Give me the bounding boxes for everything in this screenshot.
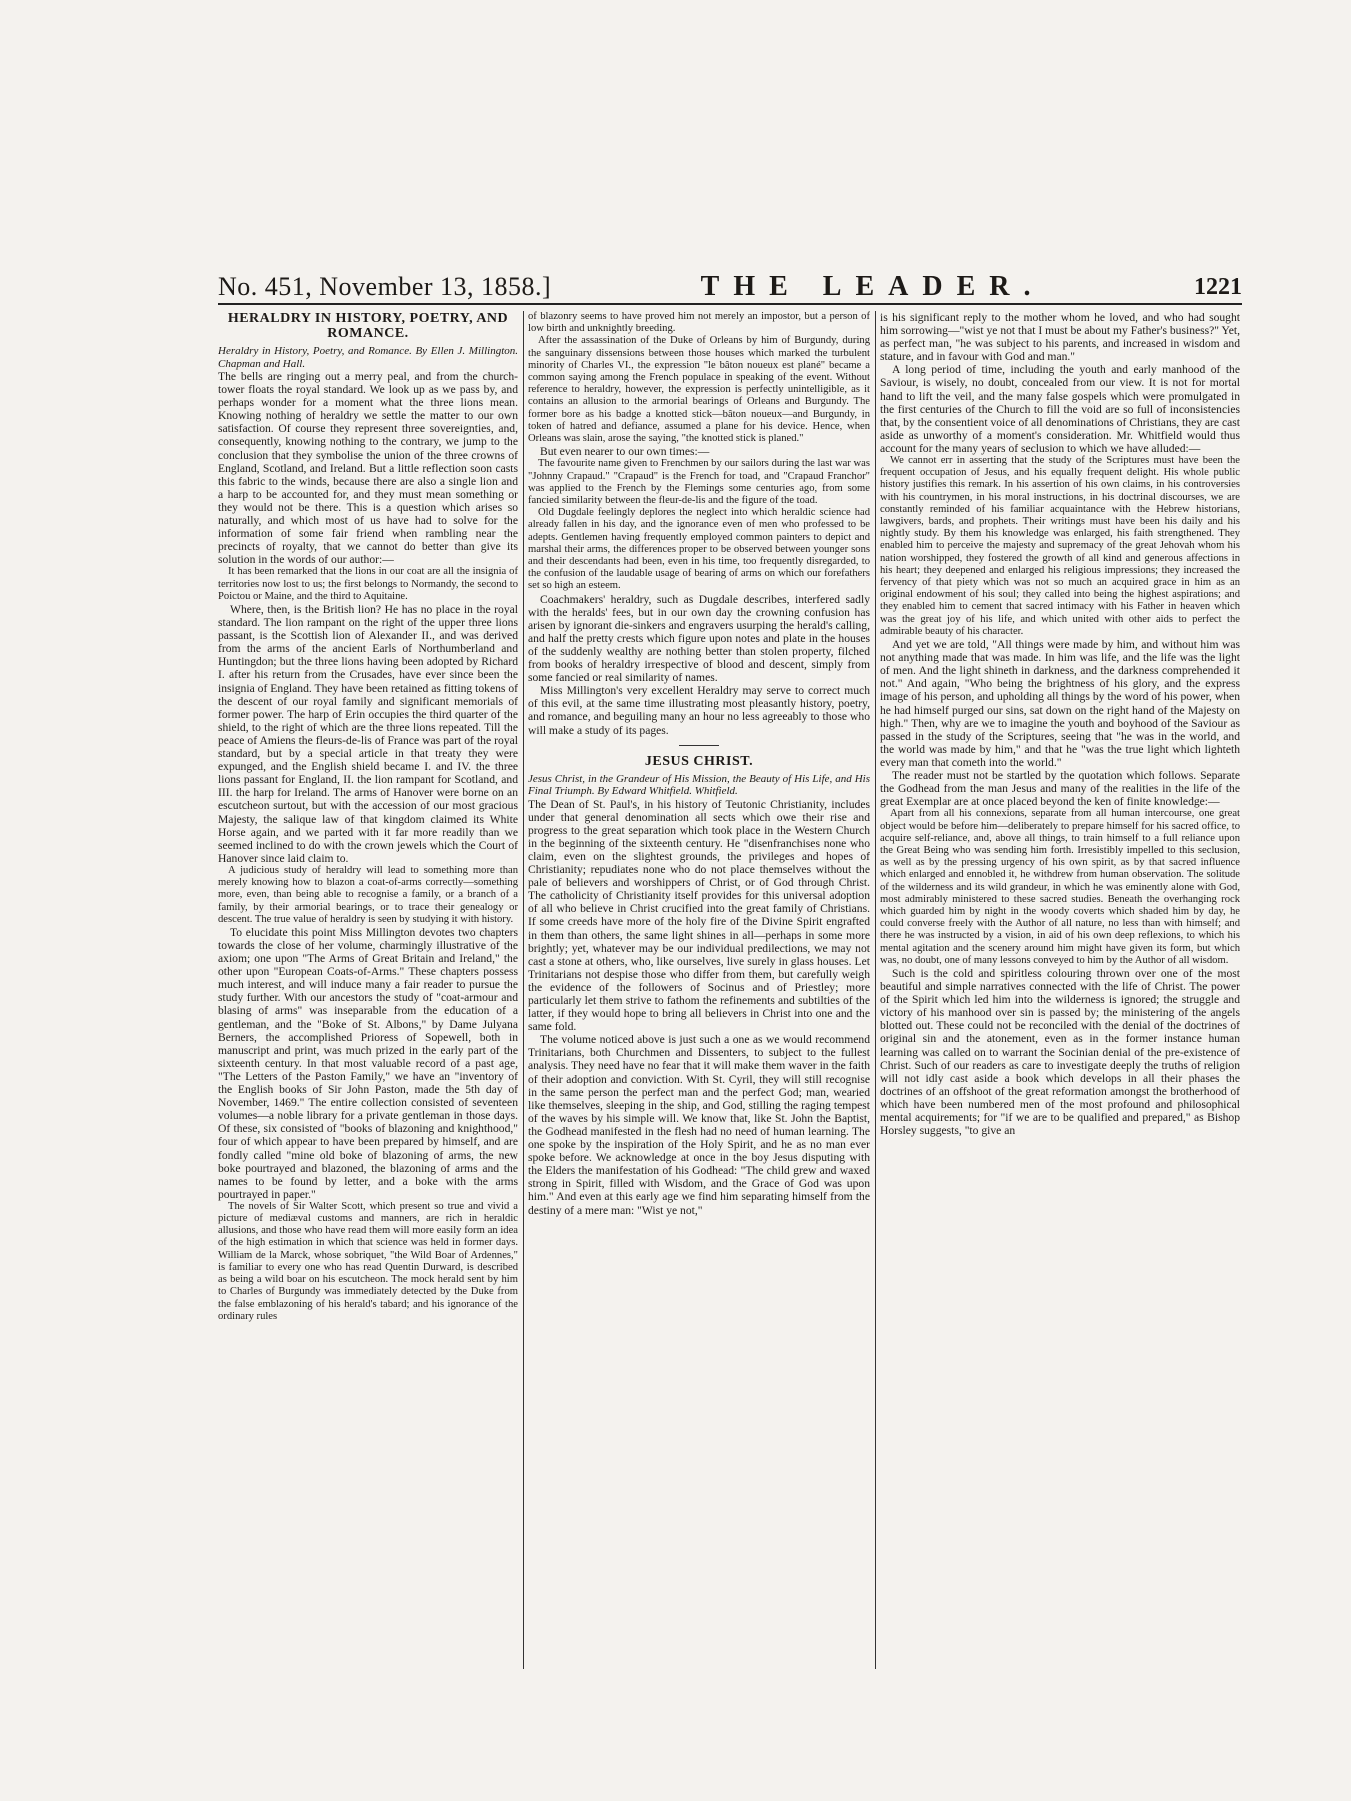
article-paragraph: Coachmakers' heraldry, such as Dugdale describes, interfered sadly with the heralds' fees, but in our own day the crowning confusion has arisen by ignorant die-sinkers and engravers usurping the herald's calling, and half the pretty crests which figure upon notes and plate in the houses of the suddenly wealthy are nothing better than stolen property, filched from books of heraldry irrespective of blood and descent, simply from some fancied or real similarity of names.: [528, 592, 870, 685]
article-paragraph: Such is the cold and spiritless colouring thrown over one of the most beautiful and simple narratives connected with the life of Christ. The power of the Spirit which led him into the wilderness is ignored; the struggle and victory of his manhood over sin is passed by; the ministering of the angels blotted out. These could not be reconciled with the denial of the doctrines of original sin and the atonement, even as in the former instance human learning was called on to warrant the Socinian denial of the pre-existence of Christ. Such of our readers as care to investigate deeply the truths of religion will not idly cast aside a book which develops in all their phases the doctrines of an offshoot of the great reformation amongst the brotherhood of which have been numbered men of the most profound and philosophical mental acquirements; for "if we are to be qualified and prepared," as Bishop Horsley suggests, "to give an: [880, 966, 1240, 1138]
article-paragraph: And yet we are told, "All things were made by him, and without him was not anything made that was made. In him was life, and the life was the light of men. And the light shineth in darkness, and the darkness comprehended it not." And again, "Who being the brightness of his glory, and the express image of his person, and upholding all things by the word of his power, when he had himself purged our sins, sat down on the right hand of the Majesty on high." Then, why are we to imagine the youth and boyhood of the Saviour as passed in the study of the Scriptures, seeing that "he was in the world, and the world was made by him," and that he "was the true light which lighteth every man that cometh into the world.": [880, 638, 1240, 769]
article-paragraph: To elucidate this point Miss Millington devotes two chapters towards the close of her volume, charmingly illustrative of the axiom; one upon "The Arms of Great Britain and Ireland," the other upon "European Coats-of-Arms." These chapters possess much interest, and will induce many a fair reader to pursue the study further. With our ancestors the study of "coat-armour and blasing of arms" was inseparable from the education of a gentleman, and the "Boke of St. Albons," by Dame Julyana Berners, the accomplished Prioress of Sopewell, both in manuscript and print, was much prized in the early part of the sixteenth century. In that most valuable record of a past age, "The Letters of the Paston Family," we have an "inventory of the English books of Sir John Paston, made the 5th day of November, 1469." The entire collection consisted of seventeen volumes—a noble library for a private gentleman in those days. Of these, six consisted of "books of blazoning and knighthood," four of which appear to have been prepared by himself, and are fondly called "mine old boke of blazoning of arms, the new boke pourtrayed and blazoned, the blazoning of arms and the names to be found by letter, and a boke with the arms pourtrayed in paper.": [218, 925, 518, 1201]
article-byline-heraldry: Heraldry in History, Poetry, and Romance. By Ellen J. Millington. Chapman and Hall.: [218, 345, 518, 370]
page-number: 1221: [1193, 273, 1242, 300]
article-paragraph: A long period of time, including the youth and early manhood of the Saviour, is wisely, no doubt, concealed from our view. It is not for mortal hand to lift the veil, and the many false gospels which were promulgated in the first centuries of the Church to fill the void are so full of inconsistencies that, by the consentient voice of all denominations of Christians, they are cast aside as unworthy of a moment's consideration. Mr. Whitfield would thus account for the many years of seclusion to which we have alluded:—: [880, 363, 1240, 455]
article-paragraph: But even nearer to our own times:—: [540, 445, 710, 459]
article-title-jesus-christ: JESUS CHRIST.: [644, 753, 754, 769]
page-header: [218, 271, 1242, 305]
column-1: [218, 311, 518, 1671]
article-paragraph: Where, then, is the British lion? He has no place in the royal standard. The lion rampant on the right of the upper three lions passant, is the Scottish lion of Alexander II., and was derived from the arms of the ancient Earls of Northumberland and Huntingdon; but the three lions having been adopted by Richard I. after his return from the Crusades, have ever since been the insignia of England. They have been retained as fitting tokens of the descent of our royal family and significant memorials of former power. The harp of Erin occupies the third quarter of the shield, to the right of which are the three lions repeated. Till the peace of Amiens the fleurs-de-lis of France was part of the royal standard, but by a special article in that treaty they were expunged, and the English shield became I. and IV. the three lions passant for England, II. the lion rampant for Scotland, and III. the harp for Ireland. The arms of Hanover were borne on an escutcheon surtout, but with the accession of our most gracious Majesty, the salique law of that kingdom claimed its White Horse again, and we parted with it far more readily than we seemed inclined to do with the crown jewels which the Court of Hanover since laid claim to.: [218, 603, 518, 865]
article-quote: The novels of Sir Walter Scott, which present so true and vivid a picture of mediæval customs and manners, are rich in heraldic allusions, and those who have read them will more easily form an idea of the high estimation in which that science was held in former days. William de la Marck, whose sobriquet, "the Wild Boar of Ardennes," is familiar to every one who has read Quentin Durward, is described as being a wild boar on his escutcheon. The mock herald sent by him to Charles of Burgundy was immediately detected by the Duke from the false emblazoning of his herald's tabard; and his ignorance of the ordinary rules: [218, 1200, 518, 1322]
column-3: [880, 311, 1240, 1671]
article-paragraph: Miss Millington's very excellent Heraldry may serve to correct much of this evil, at the same time illustrating most pleasantly history, poetry, and romance, and beguiling many an hour no less agreeably to those who will make a study of its pages.: [528, 684, 870, 737]
article-paragraph: The volume noticed above is just such a one as we would recommend Trinitarians, both Churchmen and Dissenters, to subject to the fullest analysis. They need have no fear that it will make them waver in the faith of their adoption and conviction. With St. Cyril, they will still recognise in the same person the perfect man and the perfect God; man, wearied like themselves, sleeping in the ship, and God, stilling the raging tempest of the waves by his simple will. We know that, like St. John the Baptist, the Godhead manifested in the flesh had no need of human learning. The one spoke by the inspiration of the Holy Spirit, and he as no man ever spoke before. We acknowledge at once in the boy Jesus disputing with the Elders the manifestation of his Godhead: "The child grew and waxed strong in Spirit, filled with Wisdom, and the Grace of God was upon him." And even at this early age we find him separating himself from the destiny of a mere man: "Wist ye not,": [528, 1033, 870, 1217]
article-quote: A judicious study of heraldry will lead to something more than merely knowing how to blazon a coat-of-arms correctly—something more, even, than being able to recognise a family, or a branch of a family, by their armorial bearings, or to trace their genealogy or descent. The true value of heraldry is seen by studying it with history.: [218, 864, 518, 925]
column-2: [528, 311, 870, 1671]
article-quote: After the assassination of the Duke of Orleans by him of Burgundy, during the sanguinary dissensions between those houses which marked the turbulent minority of Charles VI., the expression "le bâton noueux est plané" became a common saying among the French populace in speaking of the event. Without reference to heraldry, however, the expression is perfectly unintelligible, as it contains an allusion to the armorial bearings of Orleans and Burgundy. The former bore as his badge a knotted stick—bâton noueux—and Burgundy, in token of hatred and defiance, assumed a plane for his device. Hence, when Orleans was slain, arose the saying, "the knotted stick is planed.": [528, 335, 870, 445]
article-byline-jesus-christ: Jesus Christ, in the Grandeur of His Mission, the Beauty of His Life, and His Final Triumph. By Edward Whitfield. Whitfield.: [528, 772, 870, 798]
article-title-heraldry: HERALDRY IN HISTORY, POETRY, AND ROMANCE.: [227, 311, 509, 341]
article-paragraph: The reader must not be startled by the quotation which follows. Separate the Godhead from the man Jesus and many of the realities in the life of the great Exemplar are at once placed beyond the ken of finite knowledge:—: [880, 769, 1240, 809]
article-quote: It has been remarked that the lions in our coat are all the insignia of territories now lost to us; the first belongs to Normandy, the second to Poictou or Maine, and the third to Aquitaine.: [218, 566, 518, 602]
issue-date: No. 451, November 13, 1858.]: [218, 272, 552, 301]
article-divider: [679, 745, 719, 746]
column-rule: [875, 311, 876, 1669]
article-quote: We cannot err in asserting that the study of the Scriptures must have been the frequent occupation of Jesus, and his equally frequent delight. His whole public history justifies this remark. In his assertion of his own claims, in his controversies with his countrymen, in his moral instructions, in his doctrinal discourses, we are constantly reminded of his familiar acquaintance with the Hebrew historians, lawgivers, bards, and prophets. Their writings must have been his daily and his nightly study. By them his knowledge was enlarged, his faith strengthened. They enabled him to perceive the majesty and supremacy of the great Jehovah whom his nation worshipped, they fostered the growth of all kind and generous affections in his heart; they deepened and enlarged his religious impressions; they increased the fervency of that piety which was not so much an acquired grace in him as an original endowment of his soul; they called into being the highest aspirations; and they enabled him to cement that sacred intimacy with his Father in heaven which was the great joy of his life, and which united with other aids to perfect the admirable beauty of his character.: [880, 455, 1240, 637]
article-quote: Old Dugdale feelingly deplores the neglect into which heraldic science had already fallen in his day, and the ignorance even of men who professed to be adepts. Gentlemen having frequently employed common painters to depict and marshal their arms, the differences proper to be observed between younger sons and their descendants had been, even in his time, too frequently disregarded, to the confusion of the laudable usage of bearing of arms on which our forefathers set so high an esteem.: [528, 507, 870, 592]
article-quote: The favourite name given to Frenchmen by our sailors during the last war was "Johnny Crapaud." "Crapaud" is the French for toad, and "Crapaud Franchor" was applied to the French by the Flemings some centuries ago, from some fancied similarity between the fleur-de-lis and the figure of the toad.: [528, 458, 870, 506]
column-rule: [523, 311, 524, 1669]
article-paragraph: The bells are ringing out a merry peal, and from the church-tower floats the royal standard. We look up as we pass by, and perhaps wonder for a moment what the three lions mean. Knowing nothing of heraldry we settle the matter to our own satisfaction. Of course they represent three sovereignties, and, consequently, knowing nothing to the contrary, we jump to the conclusion that they symbolise the union of the three crowns of England, Scotland, and Ireland. But a little reflection soon casts this fabric to the winds, because there are also a single lion and a harp to be accounted for, and they must mean something or they would not be there. This is a question which arises so naturally, and which most of us have had to solve for the information of some fair friend when rambling near the precincts of royalty, that we cannot do better than give its solution in the words of our author:—: [218, 370, 518, 567]
article-paragraph: The Dean of St. Paul's, in his history of Teutonic Christianity, includes under that general denomination all sects which owe their rise and progress to the great separation which took place in the Western Church in the beginning of the sixteenth century. He "disenfranchises none who claim, even on the slightest grounds, the privileges and hopes of Christianity; repudiates none who do not place themselves without the pale of believers and worshippers of Christ, or of God through Christ. The catholicity of Christianity itself provides for this universal adoption of all who believe in Christ crucified into the great family of Christians. If some creeds have more of the holy fire of the Divine Spirit engrafted in them than others, the same light shines in all—perhaps in some more brightly; yet, whatever may be our individual predilections, we may not cast a stone at others, who, like ourselves, live surely in glass houses. Let Trinitarians not despise those who differ from them, but carefully weigh the evidence of the followers of Socinus and of Priestley; more particularly let them strive to fathom the refinements and subtilties of the latter, if they would hope to bring all believers in Christ into one and the same fold.: [528, 797, 870, 1034]
article-quote: of blazonry seems to have proved him not merely an impostor, but a person of low birth and unknightly breeding.: [528, 311, 870, 335]
masthead-title: THE LEADER.: [700, 271, 1045, 302]
article-paragraph: is his significant reply to the mother whom he loved, and who had sought him sorrowing—"wist ye not that I must be about my Father's business?" Yet, as perfect man, "he was subject to his parents, and increased in wisdom and stature, and in favour with God and man.": [880, 311, 1240, 364]
article-quote: Apart from all his connexions, separate from all human intercourse, one great object would be before him—deliberately to prepare himself for his sacred office, to acquire self-reliance, and, above all things, to train himself to a full reliance upon the Great Being who was sending him forth. Irresistibly impelled to this seclusion, as well as by the pressing urgency of his own spirit, as by that sacred influence which enlarged and ennobled it, he withdrew from human observation. The solitude of the wilderness and its wild grandeur, in which he was eminently alone with God, most admirably ministered to these sacred studies. Beneath the overhanging rock which guarded him by night in the woody coverts which shaded him by day, he could converse freely with the Author of all nature, no less than with himself; and there he was instructed by a vision, in aid of his own deep reflexions, to which his mental agitation and the scenery around him might have given its form, but which was, no doubt, one of many lessons conveyed to him by the Author of all wisdom.: [880, 808, 1240, 966]
